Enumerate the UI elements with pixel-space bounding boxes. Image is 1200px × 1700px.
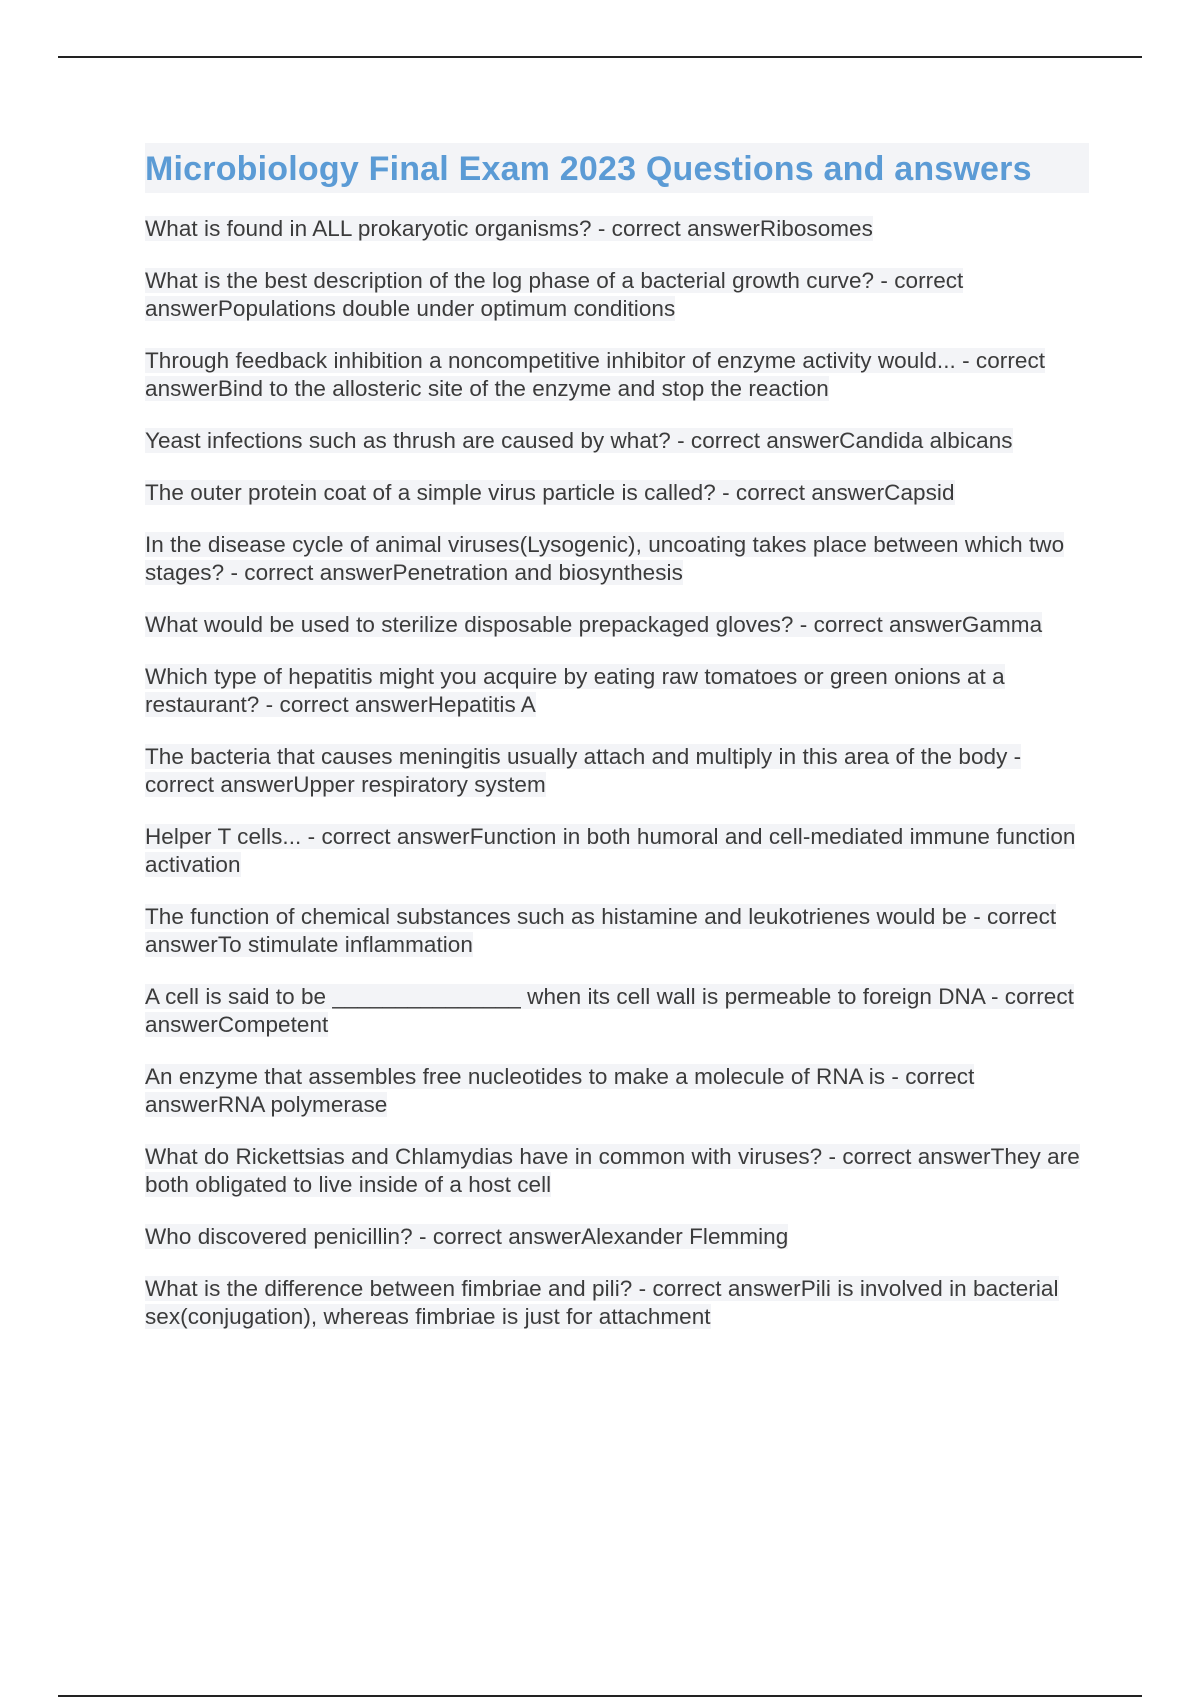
qa-item-13: An enzyme that assembles free nucleotides to make a molecule of RNA is - correct answerRNA polymerase bbox=[145, 1064, 975, 1117]
qa-item-9: The bacteria that causes meningitis usually attach and multiply in this area of the body - correct answerUpper respiratory system bbox=[145, 744, 1022, 797]
qa-item-6: In the disease cycle of animal viruses(Lysogenic), uncoating takes place between which two stages? - correct answerPenetration and biosynthesis bbox=[145, 532, 1065, 585]
qa-item-16: What is the difference between fimbriae and pili? - correct answerPili is involved in bacterial sex(conjugation), whereas fimbriae is just for attachment bbox=[145, 1276, 1059, 1329]
qa-item-15: Who discovered penicillin? - correct answerAlexander Flemming bbox=[145, 1224, 789, 1249]
qa-item-7: What would be used to sterilize disposable prepackaged gloves? - correct answerGamma bbox=[145, 612, 1043, 637]
qa-item-4: Yeast infections such as thrush are caused by what? - correct answerCandida albicans bbox=[145, 428, 1013, 453]
document-body bbox=[145, 143, 1089, 1355]
qa-item-1: What is found in ALL prokaryotic organisms? - correct answerRibosomes bbox=[145, 216, 873, 241]
qa-item-8: Which type of hepatitis might you acquire by eating raw tomatoes or green onions at a restaurant? - correct answerHepatitis A bbox=[145, 664, 1005, 717]
qa-item-3: Through feedback inhibition a noncompetitive inhibitor of enzyme activity would... - correct answerBind to the allosteric site of the enzyme and stop the reaction bbox=[145, 348, 1046, 401]
qa-list bbox=[145, 215, 1089, 1331]
footer-rule bbox=[58, 1695, 1142, 1697]
qa-item-14: What do Rickettsias and Chlamydias have in common with viruses? - correct answerThey are both obligated to live inside of a host cell bbox=[145, 1144, 1080, 1197]
page-title: Microbiology Final Exam 2023 Questions and answers bbox=[145, 143, 1089, 193]
qa-item-10: Helper T cells... - correct answerFunction in both humoral and cell-mediated immune function activation bbox=[145, 824, 1076, 877]
qa-item-11: The function of chemical substances such as histamine and leukotrienes would be - correct answerTo stimulate inflammation bbox=[145, 904, 1057, 957]
header-rule bbox=[58, 56, 1142, 58]
qa-item-12: A cell is said to be _______________ when its cell wall is permeable to foreign DNA - correct answerCompetent bbox=[145, 984, 1074, 1037]
qa-item-2: What is the best description of the log phase of a bacterial growth curve? - correct answerPopulations double under optimum conditions bbox=[145, 268, 964, 321]
qa-item-5: The outer protein coat of a simple virus particle is called? - correct answerCapsid bbox=[145, 480, 955, 505]
